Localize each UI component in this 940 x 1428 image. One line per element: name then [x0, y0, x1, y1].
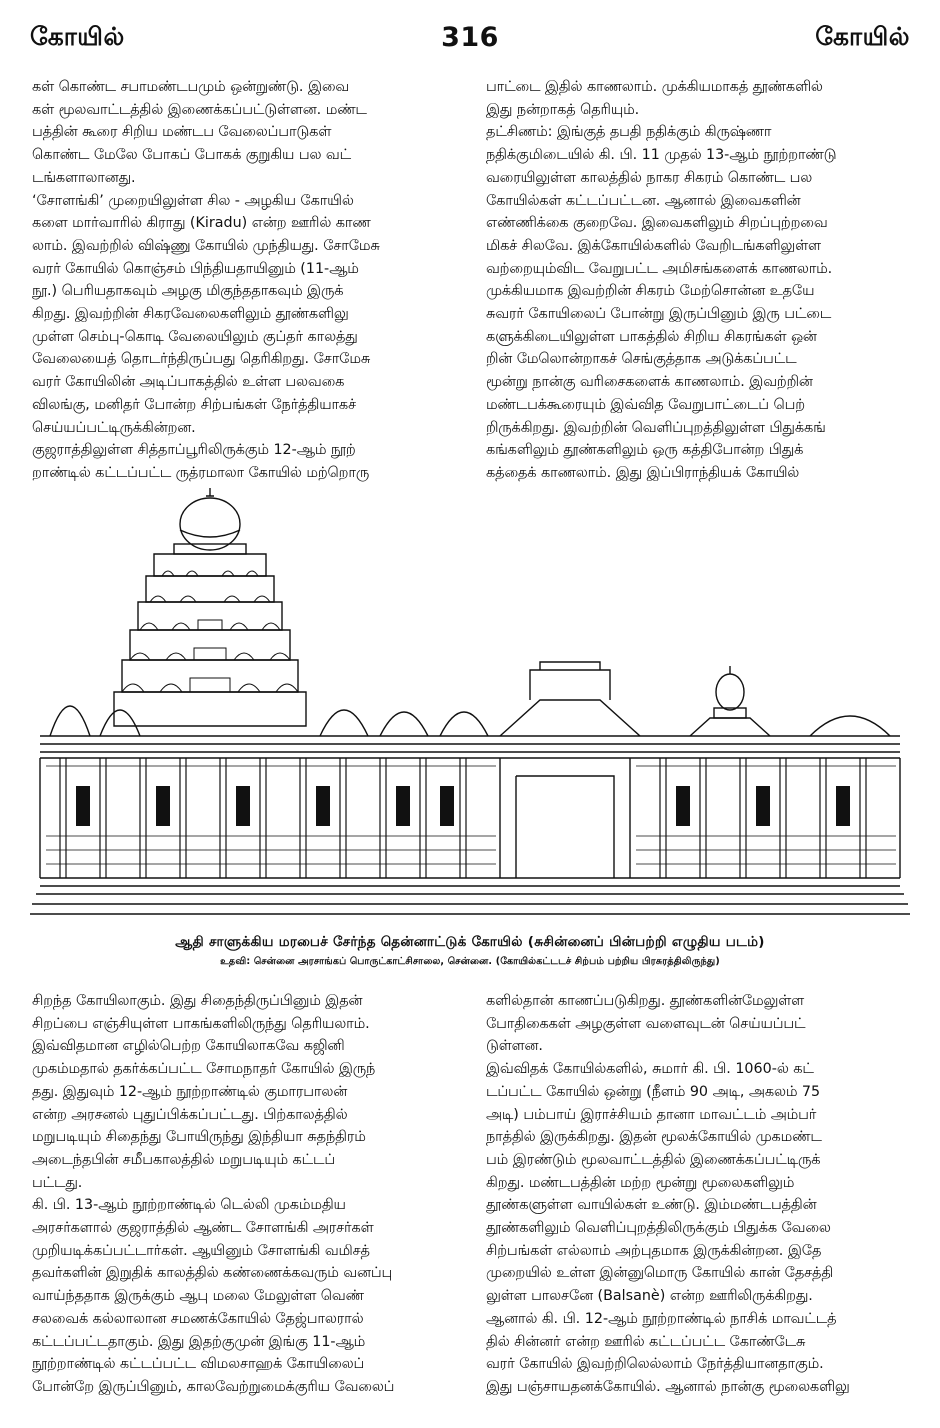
text-line: ஆனால் கி. பி. 12-ஆம் நூற்றாண்டில் நாசிக் மாவட்டத் [486, 1310, 837, 1327]
text-line: பட்டது. [32, 1174, 83, 1191]
text-column-top-left [32, 76, 468, 485]
text-line: றிருக்கிறது. இவற்றின் வெளிப்புறத்திலுள்ள பிதுக்கங் [486, 419, 826, 436]
running-title-right: கோயில் [815, 22, 910, 51]
text-line: முறையில் உள்ள இன்னுமொரு கோயில் கான் தேசத்தி [486, 1265, 834, 1282]
text-line: விலங்கு, மனிதர் போன்ற சிற்பங்கள் நேர்த்தியாகச் [32, 396, 356, 413]
text-line: சலவைக் கல்லாலான சமணக்கோயில் தேஜ்பாலரால் [32, 1310, 364, 1327]
text-line: வரர் கோயிலின் அடிப்பாகத்தில் உள்ள பலவகை [32, 374, 345, 391]
text-line: அடி) பம்பாய் இராச்சியம் தானா மாவட்டம் அம்பர் [486, 1106, 817, 1123]
text-line: தில் சின்னர் என்ற ஊரில் கட்டப்பட்ட கோண்டேசு [486, 1333, 806, 1350]
running-title-left: கோயில் [30, 22, 125, 51]
text-line: இது பஞ்சாயதனக்கோயில். ஆனால் நான்கு மூலைகளிலு [486, 1378, 850, 1395]
text-line: நூ.) பெரியதாகவும் அழகு மிகுந்ததாகவும் இருக் [32, 283, 344, 300]
text-line: முக்கியமாக இவற்றின் சிகரம் மேற்சொன்ன உதயே [486, 283, 815, 300]
text-line: செய்யப்பட்டிருக்கின்றன. [32, 419, 196, 436]
text-column-top-right [486, 76, 912, 485]
text-line: முகம்மதால் தகர்க்கப்பட்ட சோமநாதர் கோயில் இருந் [32, 1061, 376, 1078]
temple-drawing [30, 486, 910, 926]
text-line: மண்டபக்கூரையும் இவ்வித வேறுபாட்டைப் பெற் [486, 396, 805, 413]
text-line: எண்ணிக்கை குறைவே. இவைகளிலும் சிறப்புற்றவை [486, 215, 828, 232]
temple-illustration [30, 486, 910, 926]
text-line: சிறந்த கோயிலாகும். இது சிதைந்திருப்பினும் இதன் [32, 993, 363, 1009]
text-line: கங்களிலும் தூண்களிலும் ஒரு கத்திபோன்ற பிதுக் [486, 442, 804, 459]
text-line: போதிகைகள் அழகுள்ள வளைவுடன் செய்யப்பட் [486, 1015, 806, 1032]
text-line: றாண்டில் கட்டப்பட்ட ருத்ரமாலா கோயில் மற்றொரு [32, 464, 370, 481]
figure-credit: உதவி: சென்னை அரசாங்கப் பொருட்காட்சிசாலை, சென்னை. (கோயில்கட்டடச் சிற்பம் பற்றிய பிரசுரத்திலிருந்து) [220, 956, 720, 967]
text-line: வேலையைத் தொடர்ந்திருப்பது தெரிகிறது. சோமேசு [32, 351, 371, 368]
text-line: பாட்டை இதில் காணலாம். முக்கியமாகத் தூண்களில் [486, 79, 823, 95]
text-line: பத்தின் கூரை சிறிய மண்டப வேலைப்பாடுகள் [32, 124, 332, 141]
text-line: டுள்ளன. [486, 1038, 543, 1055]
text-line: கிறது. மண்டபத்தின் மற்ற மூன்று மூலைகளிலும் [486, 1174, 795, 1191]
text-line: நூற்றாண்டில் கட்டப்பட்ட விமலசாஹக் கோயிலைப் [32, 1356, 365, 1373]
text-line: வாய்ந்ததாக இருக்கும் ஆபு மலை மேலுள்ள வெண் [32, 1288, 364, 1305]
text-line: சிற்பங்கள் எல்லாம் அற்புதமாக இருக்கின்றன. இதே [486, 1242, 822, 1259]
text-line: றின் மேலொன்றாகச் செங்குத்தாக அடுக்கப்பட்ட [486, 351, 797, 368]
text-line: முள்ள செம்பு-கொடி வேலையிலும் குப்தர் காலத்து [32, 328, 358, 345]
text-line: மூன்று நான்கு வரிசைகளைக் காணலாம். இவற்றின் [486, 374, 813, 391]
text-line: என்ற அரசனல் புதுப்பிக்கப்பட்டது. பிற்காலத்தில் [32, 1106, 348, 1123]
text-line: கட்டப்பட்டதாகும். இது இதற்குமுன் இங்கு 11-ஆம் [32, 1333, 366, 1350]
text-line: முறியடிக்கப்பட்டார்கள். ஆயினும் சோளங்கி வமிசத் [32, 1242, 370, 1259]
text-line: தூண்களுள்ள வாயில்கள் உண்டு. இம்மண்டபத்தின் [486, 1197, 817, 1214]
text-line: நாத்தில் இருக்கிறது. இதன் மூலக்கோயில் முகமண்ட [486, 1129, 822, 1146]
text-line: கள் கொண்ட சபாமண்டபமும் ஒன்றுண்டு. இவை [32, 79, 350, 95]
text-column-bottom-right [486, 990, 912, 1399]
text-line: சிறப்பை எஞ்சியுள்ள பாகங்களிலிருந்து தெரியலாம். [32, 1015, 370, 1032]
text-line: டப்பட்ட கோயில் ஒன்று (நீளம் 90 அடி, அகலம் 75 [486, 1083, 821, 1100]
text-line: வற்றையும்விட வேறுபட்ட அமிசங்களைக் காணலாம். [486, 260, 833, 277]
text-line: தட்சிணம்: இங்குத் தபதி நதிக்கும் கிருஷ்ணா [486, 124, 772, 141]
page-number: 316 [441, 22, 499, 53]
text-line: இது நன்றாகத் தெரியும். [486, 101, 640, 118]
text-line: கள் மூலவாட்டத்தில் இணைக்கப்பட்டுள்ளன. மண்ட [32, 101, 367, 118]
text-line: களுக்கிடையிலுள்ள பாகத்தில் சிறிய சிகரங்கள் ஒன் [486, 328, 817, 345]
text-line: போன்றே இருப்பினும், காலவேற்றுமைக்குரிய வேலைப் [32, 1378, 395, 1395]
text-line: கி. பி. 13-ஆம் நூற்றாண்டில் டெல்லி முகம்மதிய [32, 1197, 346, 1214]
text-line: களில்தான் காணப்படுகிறது. தூண்களின்மேலுள்ள [486, 993, 805, 1009]
text-line: அடைந்தபின் சமீபகாலத்தில் மறுபடியும் கட்டப் [32, 1151, 336, 1168]
text-line: வரர் கோயில் இவற்றிலெல்லாம் நேர்த்தியானதாகும். [486, 1356, 824, 1373]
text-line: பம் இரண்டும் மூலவாட்டத்தில் இணைக்கப்பட்டிருக் [486, 1151, 821, 1168]
text-line: களை மார்வாரில் கிராது (Kiradu) என்ற ஊரில் காண [32, 215, 371, 232]
text-line: குஜராத்திலுள்ள சித்தாப்பூரிலிருக்கும் 12-ஆம் நூற் [32, 442, 356, 459]
text-line: நதிக்குமிடையில் கி. பி. 11 முதல் 13-ஆம் நூற்றாண்டு [486, 147, 837, 164]
text-line: லாம். இவற்றில் விஷ்ணு கோயில் முந்தியது. சோமேசு [32, 237, 380, 254]
text-line: கிறது. இவற்றின் சிகரவேலைகளிலும் தூண்களிலு [32, 306, 349, 323]
text-line: இவ்விதமான எழில்பெற்ற கோயிலாகவே கஜினி [32, 1038, 345, 1055]
text-line: ‘சோளங்கி’ முறையிலுள்ள சில - அழகிய கோயில் [32, 192, 354, 209]
text-column-bottom-left [32, 990, 468, 1399]
text-line: லுள்ள பாலசனே (Balsanè) என்ற ஊரிலிருக்கிறது. [486, 1288, 813, 1305]
text-line: சுவரர் கோயிலைப் போன்று இருப்பினும் இரு பட்டை [486, 306, 832, 323]
text-line: மறுபடியும் சிதைந்து போயிருந்து இந்தியா சுதந்திரம் [32, 1129, 366, 1146]
text-line: வரையிலுள்ள காலத்தில் நாகர சிகரம் கொண்ட பல [486, 169, 813, 186]
text-line: தூண்களிலும் வெளிப்புறத்திலிருக்கும் பிதுக்க வேலை [486, 1220, 831, 1237]
text-line: இவ்விதக் கோயில்களில், சுமார் கி. பி. 1060-ல் கட் [486, 1061, 814, 1078]
text-line: தது. இதுவும் 12-ஆம் நூற்றாண்டில் குமாரபாலன் [32, 1083, 348, 1100]
text-line: கொண்ட மேலே போகப் போகக் குறுகிய பல வட் [32, 147, 351, 164]
text-line: டங்களாலானது. [32, 169, 136, 186]
figure-caption: ஆதி சாளுக்கிய மரபைச் சேர்ந்த தென்னாட்டுக் கோயில் (சுசின்னைப் பின்பற்றி எழுதிய படம்) [175, 934, 765, 950]
text-line: கோயில்கள் கட்டப்பட்டன. ஆனால் இவைகளின் [486, 192, 801, 209]
text-line: தவர்களின் இறுதிக் காலத்தில் கண்ணைக்கவரும் வனப்பு [32, 1265, 393, 1282]
text-line: வரர் கோயில் கொஞ்சம் பிந்தியதாயினும் (11-ஆம் [32, 260, 359, 277]
text-line: கத்தைக் காணலாம். இது இப்பிராந்தியக் கோயில் [486, 464, 800, 481]
text-line: மிகச் சிலவே. இக்கோயில்களில் வேறிடங்களிலுள்ள [486, 237, 821, 254]
page-header [30, 22, 910, 62]
text-line: அரசர்களால் குஜராத்தில் ஆண்ட சோளங்கி அரசர்கள் [32, 1220, 374, 1237]
